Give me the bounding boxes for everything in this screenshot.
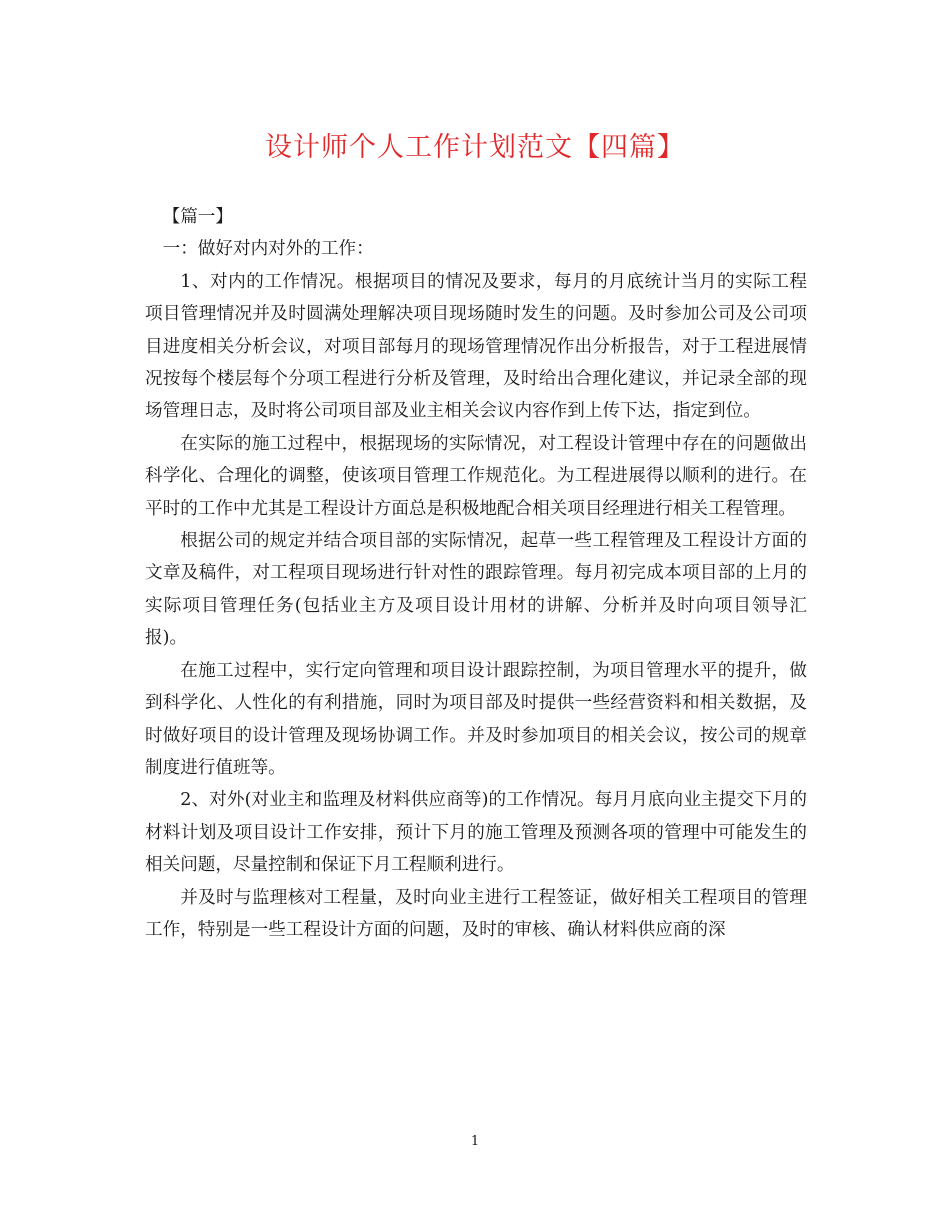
document-body bbox=[145, 201, 807, 946]
paragraph: 2、对外(对业主和监理及材料供应商等)的工作情况。每月月底向业主提交下月的材料计划及项目设计工作安排，预计下月的施工管理及预测各项的管理中可能发生的相关问题，尽量控制和保证下月工程顺利进行。 bbox=[145, 790, 807, 876]
section-heading: 【篇一】 bbox=[162, 207, 233, 227]
document-title: 设计师个人工作计划范文【四篇】 bbox=[265, 132, 685, 163]
paragraph: 1、对内的工作情况。根据项目的情况及要求，每月的月底统计当月的实际工程项目管理情况并及时圆满处理解决项目现场随时发生的问题。及时参加公司及公司项目进度相关分析会议，对项目部每月的现场管理情况作出分析报告，对于工程进展情况按每个楼层每个分项工程进行分析及管理，及时给出合理化建议，并记录全部的现场管理日志，及时将公司项目部及业主相关会议内容作到上传下达，指定到位。 bbox=[145, 271, 807, 422]
page-number: 1 bbox=[470, 1134, 480, 1149]
paragraph: 根据公司的规定并结合项目部的实际情况，起草一些工程管理及工程设计方面的文章及稿件，对工程项目现场进行针对性的跟踪管理。每月初完成本项目部的上月的实际项目管理任务(包括业主方及项目设计用材的讲解、分析并及时向项目领导汇报)。 bbox=[145, 531, 807, 649]
paragraph: 并及时与监理核对工程量，及时向业主进行工程签证，做好相关工程项目的管理工作，特别是一些工程设计方面的问题，及时的审核、确认材料供应商的深 bbox=[145, 887, 807, 940]
paragraph: 在施工过程中，实行定向管理和项目设计跟踪控制，为项目管理水平的提升，做到科学化、人性化的有利措施，同时为项目部及时提供一些经营资料和相关数据，及时做好项目的设计管理及现场协调工作。并及时参加项目的相关会议，按公司的规章制度进行值班等。 bbox=[145, 660, 807, 778]
subsection-heading: 一：做好对内对外的工作： bbox=[162, 239, 374, 260]
paragraph: 在实际的施工过程中，根据现场的实际情况，对工程设计管理中存在的问题做出科学化、合理化的调整，使该项目管理工作规范化。为工程进展得以顺利的进行。在平时的工作中尤其是工程设计方面总是积极地配合相关项目经理进行相关工程管理。 bbox=[145, 433, 807, 519]
